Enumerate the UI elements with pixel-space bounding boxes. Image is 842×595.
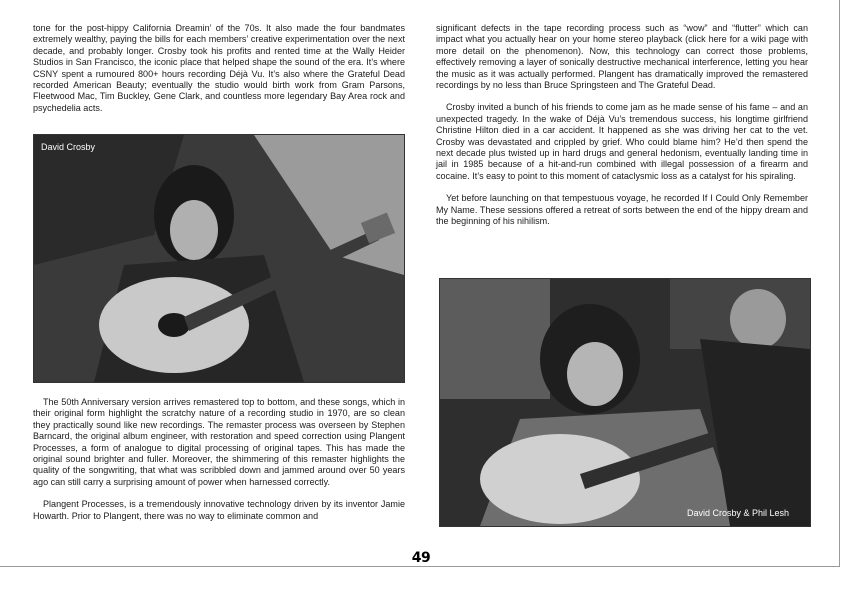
page-number: 49 — [411, 550, 431, 566]
photo-2-image — [440, 279, 810, 526]
photo-1-caption: David Crosby — [41, 142, 96, 152]
right-paragraph-3: Yet before launching on that tempestuous voyage, he recorded If I Could Only Remember My Name. These sessions offered a retreat of sorts between the end of the hippy dream and the beginning of his nihilism. — [436, 193, 808, 227]
photo-2-caption: David Crosby & Phil Lesh — [686, 508, 789, 518]
left-paragraph-1: tone for the post-hippy California Dreamin’ of the 70s. It also made the four bandmates extremely wealthy, paying the bills for each members’ creative experimentation over the next decade, and probably longer. Crosby took his profits and rented time at the Wally Heider Studios in San Francisco, the iconic place that helped shape the sound of the era. It’s where CSNY spent a rumoured 800+ hours recording Déjà Vu. It’s also where the Grateful Dead recorded American Beauty; eventually the studio would birth work from Gram Parsons, Fleetwood Mac, Tim Buckley, Gene Clark, and countless more legendary Bay Area rock and psychedelia acts. — [33, 23, 405, 113]
left-paragraph-2: The 50th Anniversary version arrives remastered top to bottom, and these songs, which in their original form highlight the scratchy nature of a recording studio in 1970, are so clean they practically sound like new recordings. The remaster process was overseen by Stephen Barncard, the original album engineer, with restoration and speed correction using Plangent Processes, a form of analogue to digital processing of original tapes. This has made the original sound brighter and fuller. Moreover, the shimmering of this remaster highlights the quality of the songwriting, that what was scribbled down and jammed around over 50 years ago can still carry a surprising amount of power when harnessed correctly. — [33, 397, 405, 487]
photo-david-crosby — [33, 134, 405, 383]
right-paragraph-2: Crosby invited a bunch of his friends to come jam as he made sense of his fame – and an unexpected tragedy. In the wake of Déjà Vu’s tremendous success, his longtime girlfriend Christine Hilton died in a car accident. It happened as she was driving her cat to the vet. Crosby was devastated and crippled by grief. Who could blame him? He’d then spend the next decade plus twisted up in hard drugs and general hedonism, eventually landing time in jail in 1985 because of a hit-and-run combined with illegal possession of a firearm and cocaine. It’s easy to point to this moment of cataclysmic loss as a catalyst for his spiraling. — [436, 102, 808, 181]
photo-crosby-and-lesh — [439, 278, 811, 527]
left-column-lower — [33, 397, 405, 522]
left-column — [33, 23, 405, 114]
photo-1-image — [34, 135, 404, 382]
right-column — [436, 23, 808, 228]
right-paragraph-1: significant defects in the tape recording process such as “wow” and “flutter” which can impact what you actually hear on your home stereo playback (click here for a wiki page with more detail on the phenomenon). Now, this technology can correct those problems, effectively removing a layer of sonically destructive mechanical interference, letting you hear the music as it was actually performed. Plangent has dramatically improved the remastered recordings by no less than Bruce Springsteen and The Grateful Dead. — [436, 23, 808, 91]
left-paragraph-3: Plangent Processes, is a tremendously innovative technology driven by its inventor Jamie Howarth. Prior to Plangent, there was no way to eliminate common and — [33, 499, 405, 521]
